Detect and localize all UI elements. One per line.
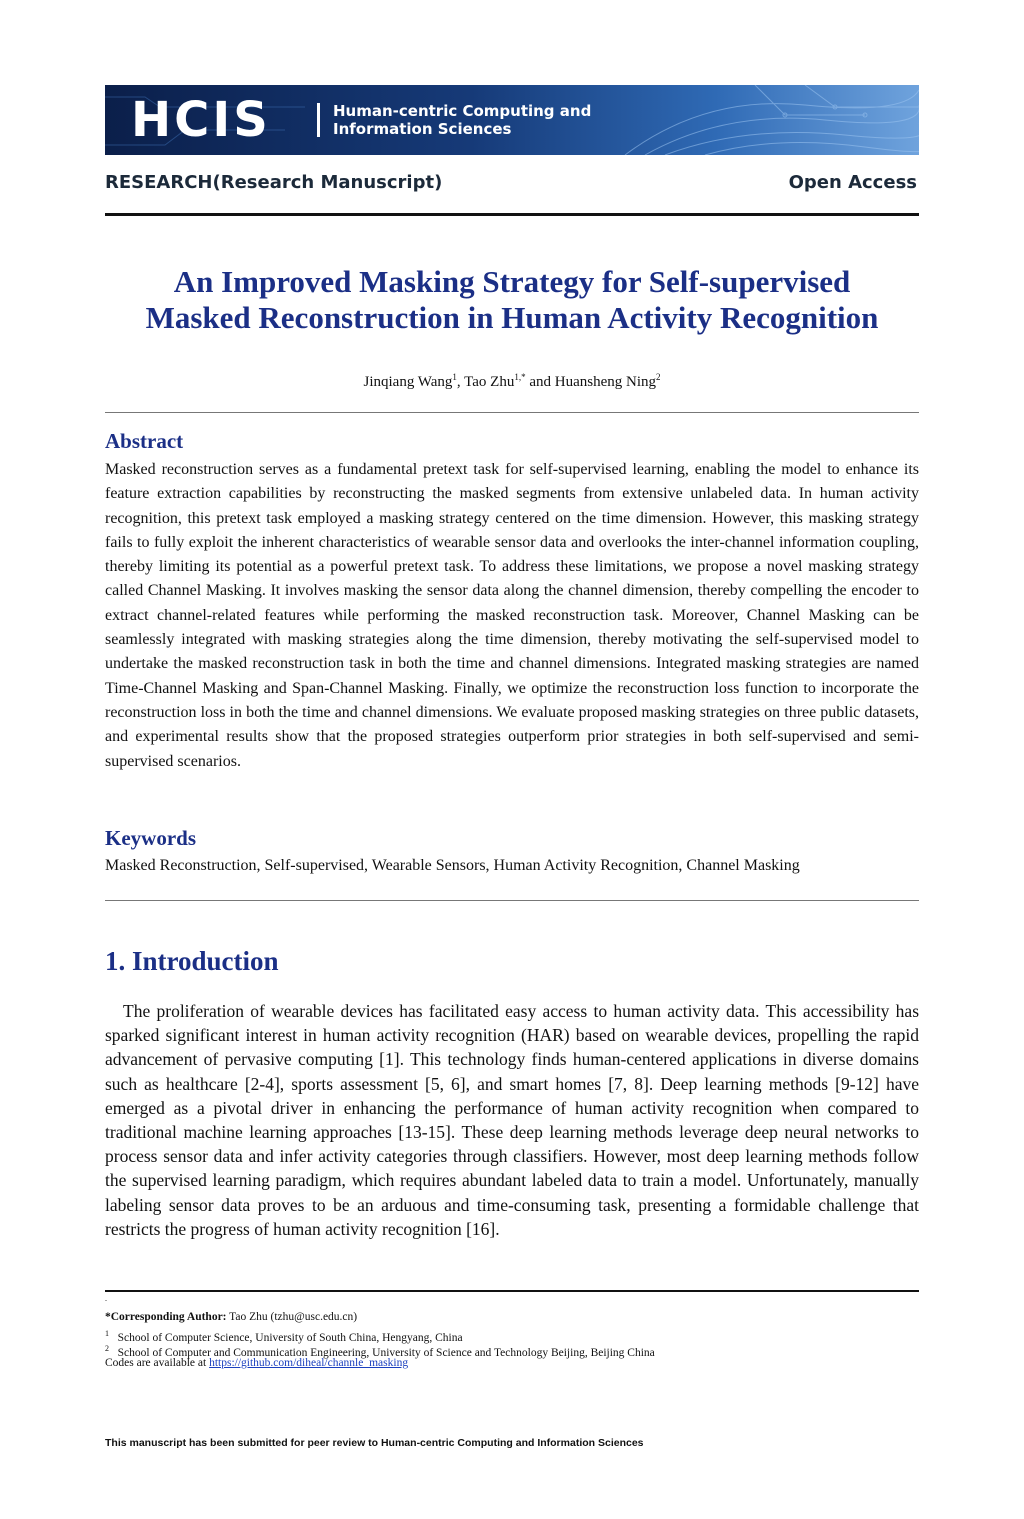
header-rule bbox=[105, 213, 919, 216]
code-availability-note bbox=[105, 1356, 919, 1371]
title-line-2: Masked Reconstruction in Human Activity Recognition bbox=[145, 300, 879, 335]
journal-name-line1: Human-centric Computing and bbox=[333, 102, 592, 120]
footnote-dot: . bbox=[105, 1294, 107, 1303]
author-name: Huansheng Ning bbox=[554, 374, 657, 390]
code-repository-link[interactable]: https://github.com/diheal/channle_masking bbox=[209, 1357, 409, 1369]
introduction-text: The proliferation of wearable devices has facilitated easy access to human activity data. This accessibility has sparked significant interest in human activity recognition (HAR) based on wearable devices, propelling the rapid advancement of pervasive computing [1]. This technology finds human-centered applications in diverse domains such as healthcare [2-4], sports assessment [5, 6], and smart homes [7, 8]. Deep learning methods [9-12] have emerged as a pivotal driver in enhancing the performance of human activity recognition when compared to traditional machine learning approaches [13-15]. These deep learning methods leverage deep neural networks to process sensor data and infer activity categories through classifiers. However, most deep learning methods follow the supervised learning paradigm, which requires abundant labeled data to train a model. Unfortunately, manually labeling sensor data proves to be an arduous and time-consuming task, presenting a formidable challenge that restricts the progress of human activity recognition [16]. bbox=[105, 1001, 919, 1239]
author-list bbox=[105, 372, 919, 391]
affiliation-2-number: 2 bbox=[105, 1344, 109, 1353]
code-availability-text: Codes are available at bbox=[105, 1357, 210, 1369]
author-affiliation: 1 bbox=[452, 372, 457, 382]
corresponding-author-label: *Corresponding Author: bbox=[105, 1311, 227, 1323]
introduction-heading: 1. Introduction bbox=[105, 946, 279, 976]
journal-name-line2: Information Sciences bbox=[333, 120, 512, 138]
corresponding-author-text: Tao Zhu (tzhu@usc.edu.cn) bbox=[226, 1311, 358, 1323]
abstract-heading: Abstract bbox=[105, 429, 184, 453]
footnote-rule bbox=[105, 1290, 919, 1292]
author-separator: and bbox=[525, 374, 555, 390]
open-access-label: Open Access bbox=[788, 172, 917, 193]
paper-title bbox=[105, 264, 919, 336]
journal-logo: HCIS bbox=[131, 92, 271, 148]
article-header-row bbox=[105, 172, 919, 202]
keywords-rule bbox=[105, 900, 919, 901]
author-name: Jinqiang Wang bbox=[363, 374, 453, 390]
affiliation-1-text: School of Computer Science, University of South China, Hengyang, China bbox=[117, 1331, 463, 1344]
banner-divider bbox=[317, 103, 320, 137]
article-type-label: RESEARCH(Research Manuscript) bbox=[105, 172, 443, 193]
author-affiliation: 1,* bbox=[514, 372, 526, 382]
affiliation-2-text: School of Computer and Communication Engineering, University of Science and Technology Beijing, Beijing China bbox=[117, 1346, 655, 1359]
authors-rule bbox=[105, 412, 919, 413]
journal-banner bbox=[105, 85, 919, 155]
abstract-text: Masked reconstruction serves as a fundamental pretext task for self-supervised learning, enabling the model to enhance its feature extraction capabilities by reconstructing the masked segments from extensive unlabeled data. In human activity recognition, this pretext task employed a masking strategy centered on the time dimension. However, this masking strategy fails to fully exploit the inherent characteristics of wearable sensor data and overlooks the inter-channel information coupling, thereby limiting its potential as a powerful pretext task. To address these limitations, we propose a novel masking strategy called Channel Masking. It involves masking the sensor data along the channel dimension, thereby compelling the encoder to extract channel-related features while performing the masked reconstruction task. Moreover, Channel Masking can be seamlessly integrated with masking strategies along the time dimension, thereby motivating the self-supervised model to undertake the masked reconstruction task in both the time and channel dimensions. Integrated masking strategies are named Time-Channel Masking and Span-Channel Masking. Finally, we optimize the reconstruction loss function to incorporate the reconstruction loss in both the time and channel dimensions. We evaluate proposed masking strategies on three public datasets, and experimental results show that the proposed strategies outperform prior strategies in both self-supervised and semi-supervised scenarios. bbox=[105, 461, 919, 770]
keywords-text: Masked Reconstruction, Self-supervised, Wearable Sensors, Human Activity Recognition, Channel Masking bbox=[105, 857, 800, 874]
author-separator: , bbox=[456, 374, 465, 390]
corresponding-author-note bbox=[105, 1310, 919, 1325]
author-affiliation: 2 bbox=[656, 372, 661, 382]
page-footer-note: This manuscript has been submitted for peer review to Human-centric Computing and Information Sciences bbox=[105, 1437, 644, 1449]
author-name: Tao Zhu bbox=[464, 374, 515, 390]
journal-name bbox=[333, 102, 591, 138]
keywords-heading: Keywords bbox=[105, 826, 196, 850]
affiliation-1-number: 1 bbox=[105, 1329, 109, 1338]
title-line-1: An Improved Masking Strategy for Self-supervised bbox=[173, 264, 851, 299]
